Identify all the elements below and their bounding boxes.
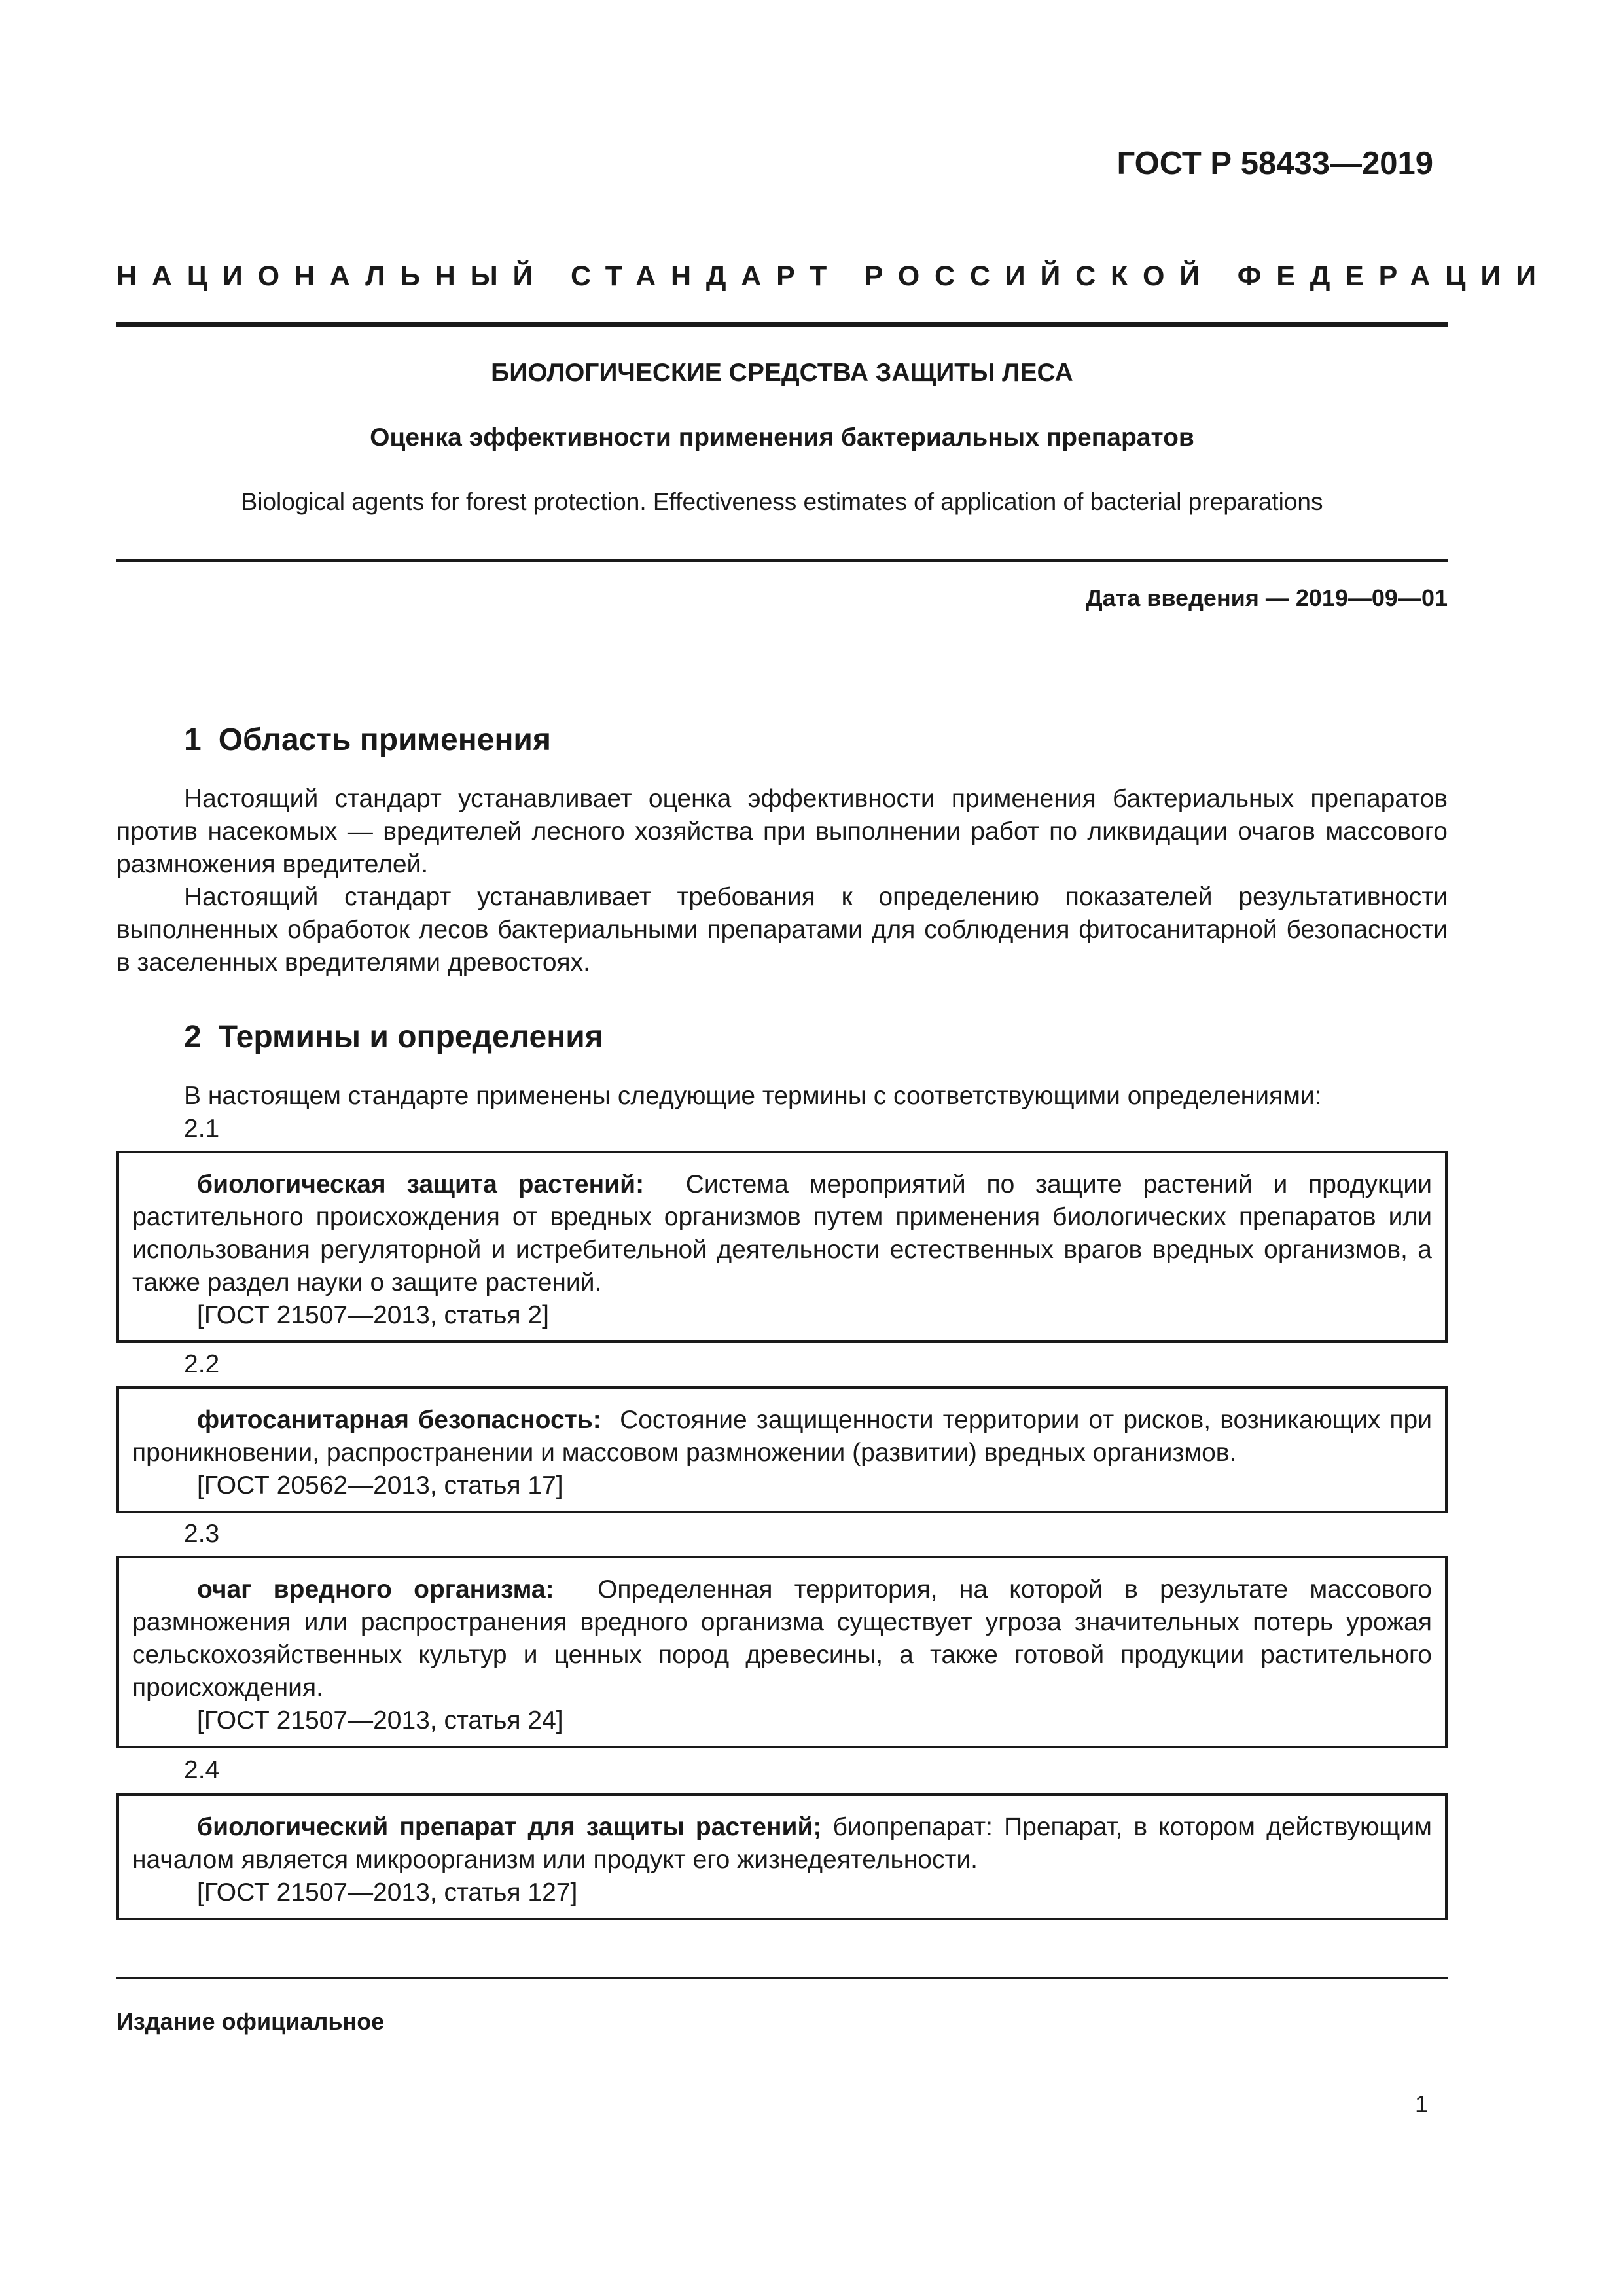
term-box [116, 1151, 1448, 1343]
term-box [116, 1793, 1448, 1920]
header-divider [116, 322, 1448, 327]
page-number: 1 [1414, 2090, 1428, 2117]
term-definition [132, 1811, 1432, 1876]
term-box [116, 1386, 1448, 1513]
term-definition-text: Определенная территория, на которой в результате массового размножения или распространения вредного организма существует угроза значительных потерь урожая сельскохозяйственных культур и ценных пород древесины, а также готовой продукции растительного происхождения. [132, 1575, 1432, 1702]
term-definition [132, 1168, 1432, 1299]
title-divider [116, 559, 1448, 562]
english-title: Biological agents for forest protection. Effectiveness estimates of application of bacterial preparations [241, 488, 1323, 515]
section-2-heading [184, 1019, 603, 1055]
section-number: 1 [184, 723, 202, 757]
term-number: 2.3 [184, 1520, 220, 1548]
section-number: 2 [184, 1020, 202, 1054]
term-reference: [ГОСТ 21507—2013, статья 127] [197, 1878, 578, 1907]
term-box [116, 1556, 1448, 1748]
term-name: биологическая защита растений: [197, 1170, 645, 1198]
term-name: очаг вредного организма: [197, 1575, 554, 1604]
section-1-heading [184, 722, 551, 758]
term-definition-text: биопрепарат: Препарат, в котором действующим началом является микроорганизм или продукт его жизнедеятельности. [132, 1813, 1432, 1874]
section-title: Область применения [218, 723, 551, 757]
document-code: ГОСТ Р 58433—2019 [1116, 146, 1433, 181]
term-name: фитосанитарная безопасность: [197, 1406, 601, 1434]
term-definition [132, 1573, 1432, 1704]
document-title: БИОЛОГИЧЕСКИЕ СРЕДСТВА ЗАЩИТЫ ЛЕСА [491, 359, 1073, 387]
term-number: 2.2 [184, 1350, 220, 1378]
section-1-paragraph: Настоящий стандарт устанавливает оценка эффективности применения бактериальных препаратов против насекомых — вредителей лесного хозяйства при выполнении работ по ликвидации очагов массового размножения вредителей. [116, 785, 1448, 878]
footer-divider [116, 1977, 1448, 1979]
section-title: Термины и определения [218, 1020, 603, 1054]
term-definition-text: Состояние защищенности территории от рисков, возникающих при проникновении, распространении и массовом размножении (развитии) вредных организмов. [132, 1406, 1432, 1467]
section-1-paragraph: Настоящий стандарт устанавливает требования к определению показателей результативности выполненных обработок лесов бактериальными препаратами для соблюдения фитосанитарной безопасности в заселенных вредителями древостоях. [116, 883, 1448, 977]
term-number: 2.1 [184, 1115, 220, 1143]
term-number: 2.4 [184, 1756, 220, 1784]
terms-intro: В настоящем стандарте применены следующие термины с соответствующими определениями: [184, 1082, 1322, 1110]
term-name: биологический препарат для защиты растений; [197, 1813, 822, 1841]
document-subtitle: Оценка эффективности применения бактериальных препаратов [370, 423, 1194, 452]
term-reference: [ГОСТ 21507—2013, статья 24] [197, 1706, 563, 1734]
term-definition [132, 1404, 1432, 1469]
official-edition-label: Издание официальное [116, 2008, 385, 2035]
introduction-date: Дата введения — 2019—09—01 [1085, 584, 1448, 611]
term-reference: [ГОСТ 21507—2013, статья 2] [197, 1301, 549, 1329]
term-definition-text: Система мероприятий по защите растений и продукции растительного происхождения от вредных организмов путем применения биологических препаратов или использования регуляторной и истребительной деятельности естественных врагов вредных организмов, а также раздел науки о защите растений. [132, 1170, 1432, 1297]
national-standard-banner: НАЦИОНАЛЬНЫЙ СТАНДАРТ РОССИЙСКОЙ ФЕДЕРАЦИИ [116, 260, 1551, 292]
term-reference: [ГОСТ 20562—2013, статья 17] [197, 1471, 563, 1499]
